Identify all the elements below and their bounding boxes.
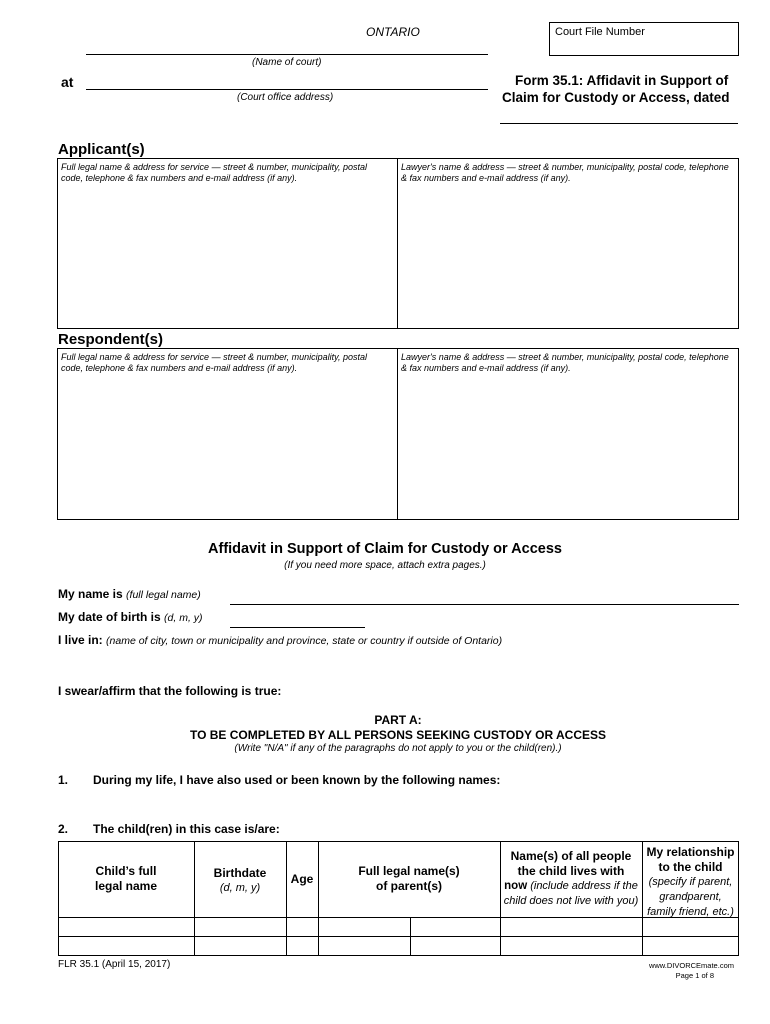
child1-name-input[interactable]	[61, 920, 191, 934]
q1-text: During my life, I have also used or been known by the following names:	[93, 773, 501, 787]
respondents-heading: Respondent(s)	[58, 331, 163, 348]
col-child-name-line2: legal name	[94, 879, 158, 893]
court-file-number-input[interactable]	[555, 40, 730, 53]
full-name-line	[230, 604, 739, 605]
col-birthdate-line2: (d, m, y)	[219, 882, 261, 894]
affidavit-subtitle: (If you need more space, attach extra pages.)	[284, 560, 486, 571]
part-a-note: (Write "N/A" if any of the paragraphs do not apply to you or the child(ren).)	[234, 743, 562, 754]
respondent-address-field[interactable]	[61, 378, 395, 519]
page-number: Page 1 of 8	[675, 971, 714, 980]
court-address-line	[86, 89, 488, 90]
respondent-lawyer-caption: Lawyer's name & address — street & number, municipality, postal code, telephone & fax numbers and e-mail address (if any).	[401, 352, 729, 373]
name-hint: (full legal name)	[126, 589, 201, 601]
dob-label: My date of birth is	[58, 610, 161, 624]
col-parents-line2: of parent(s)	[376, 879, 442, 893]
dated-input[interactable]	[500, 108, 736, 122]
live-label-row	[58, 633, 502, 647]
col-birthdate-header	[194, 866, 286, 896]
name-label-row	[58, 587, 201, 601]
col-lives-with-line2: the child lives with	[517, 864, 625, 878]
col-relationship-line3: (specify if parent,	[648, 876, 733, 888]
form-title-line1: Form 35.1: Affidavit in Support of	[515, 73, 729, 88]
table-col-divider-2	[286, 841, 287, 956]
court-file-number-label: Court File Number	[555, 26, 645, 38]
child1-parent2-input[interactable]	[413, 920, 497, 934]
col-relationship-line4: grandparent,	[659, 891, 722, 903]
court-name-line	[86, 54, 488, 55]
respondents-divider	[397, 348, 398, 520]
site-footer: www.DIVORCEmate.com	[648, 961, 734, 970]
court-name-input[interactable]	[86, 36, 486, 52]
col-lives-with-now: now	[504, 880, 528, 892]
form-title-line2: Claim for Custody or Access, dated	[502, 90, 730, 105]
table-col-divider-3	[318, 841, 319, 956]
other-names-input[interactable]	[93, 792, 738, 808]
col-lives-with-line4: child does not live with you)	[503, 895, 639, 907]
col-relationship-line1: My relationship	[646, 845, 735, 859]
dob-line	[230, 627, 365, 628]
full-name-input[interactable]	[230, 589, 736, 603]
dob-hint: (d, m, y)	[164, 612, 203, 624]
col-child-name-header	[58, 864, 194, 894]
child2-relationship-input[interactable]	[645, 939, 736, 953]
child2-parent1-input[interactable]	[321, 939, 407, 953]
child1-relationship-input[interactable]	[645, 920, 736, 934]
court-address-caption: (Court office address)	[237, 92, 334, 103]
child2-age-input[interactable]	[289, 939, 315, 953]
col-lives-with-header	[498, 849, 644, 909]
part-a-title: PART A:	[374, 713, 422, 727]
dob-label-row	[58, 610, 203, 624]
swear-statement: I swear/affirm that the following is true:	[58, 684, 282, 698]
child1-lives-with-input[interactable]	[503, 920, 639, 934]
court-file-number-box	[549, 22, 739, 56]
child2-birthdate-input[interactable]	[197, 939, 283, 953]
child1-age-input[interactable]	[289, 920, 315, 934]
live-hint: (name of city, town or municipality and province, state or country if outside of Ontario)	[106, 635, 503, 647]
part-a-subtitle: TO BE COMPLETED BY ALL PERSONS SEEKING CUSTODY OR ACCESS	[189, 728, 607, 742]
applicant-address-field[interactable]	[61, 188, 395, 328]
col-child-name-line1: Child’s full	[95, 864, 157, 878]
q2-text: The child(ren) in this case is/are:	[93, 822, 280, 836]
col-parents-header	[318, 864, 500, 894]
q1-number: 1.	[58, 773, 69, 787]
col-birthdate-line1: Birthdate	[213, 866, 267, 880]
child2-lives-with-input[interactable]	[503, 939, 639, 953]
applicant-lawyer-caption: Lawyer's name & address — street & number, municipality, postal code, telephone & fax numbers and e-mail address (if any).	[401, 162, 729, 183]
applicants-divider	[397, 158, 398, 329]
child2-parent2-input[interactable]	[413, 939, 497, 953]
table-row-divider	[58, 936, 739, 937]
applicant-lawyer-field[interactable]	[401, 188, 739, 328]
court-address-input[interactable]	[86, 72, 486, 88]
respondent-lawyer-field[interactable]	[401, 378, 739, 519]
affidavit-title: Affidavit in Support of Claim for Custody or Access	[208, 541, 562, 557]
q2-number: 2.	[58, 822, 69, 836]
at-label: at	[61, 74, 74, 90]
live-label: I live in:	[58, 633, 103, 647]
name-label: My name is	[58, 587, 123, 601]
child2-name-input[interactable]	[61, 939, 191, 953]
col-lives-with-line3: (include address if the	[527, 880, 638, 892]
respondent-address-caption: Full legal name & address for service — street & number, municipality, postal code, telephone & fax numbers and e-mail address (if any).	[61, 352, 367, 373]
applicants-heading: Applicant(s)	[58, 141, 145, 158]
col-relationship-header	[642, 845, 739, 920]
residence-input[interactable]	[58, 650, 738, 666]
child1-parent1-input[interactable]	[321, 920, 407, 934]
col-age-header: Age	[290, 872, 314, 886]
table-header-bottom	[58, 917, 739, 918]
dated-line	[500, 123, 738, 124]
table-col-divider-1	[194, 841, 195, 956]
court-name-caption: (Name of court)	[252, 57, 322, 68]
child1-birthdate-input[interactable]	[197, 920, 283, 934]
form-id-footer: FLR 35.1 (April 15, 2017)	[58, 959, 171, 970]
col-relationship-line5: family friend, etc.)	[647, 906, 734, 918]
dob-input[interactable]	[230, 612, 363, 626]
jurisdiction-label: ONTARIO	[366, 25, 420, 39]
col-lives-with-line1: Name(s) of all people	[510, 849, 632, 863]
col-relationship-line2: to the child	[658, 860, 723, 874]
applicant-address-caption: Full legal name & address for service — street & number, municipality, postal code, telephone & fax numbers and e-mail address (if any).	[61, 162, 367, 183]
col-parents-line1: Full legal name(s)	[358, 864, 460, 878]
